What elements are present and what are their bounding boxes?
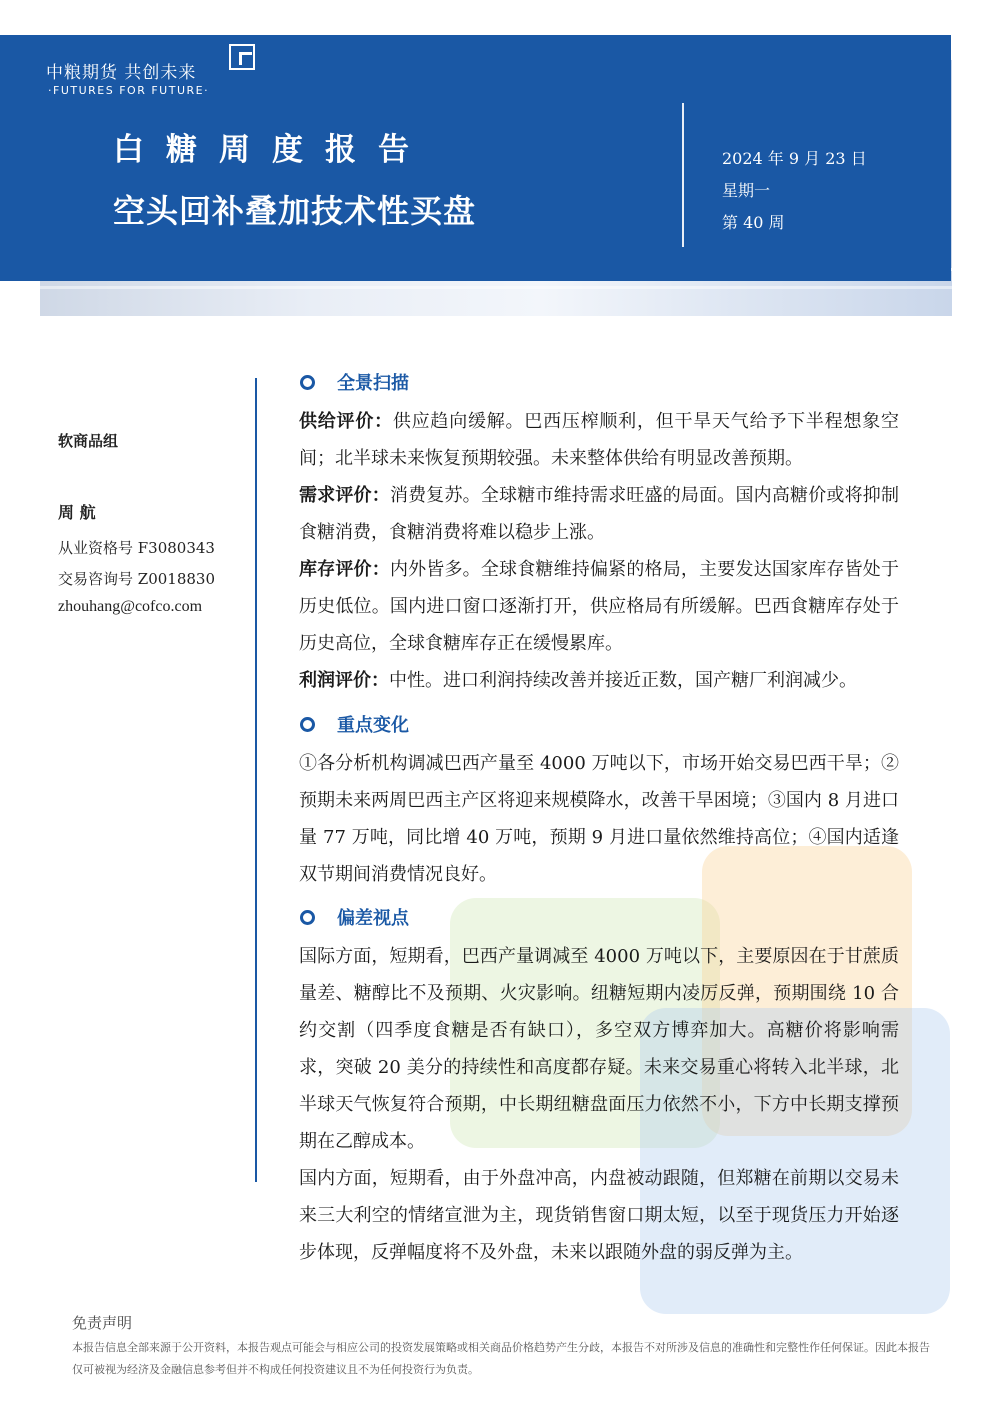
disclaimer-text: 本报告信息全部来源于公开资料，本报告观点可能会与相应公司的投资发展策略或相关商品价格趋势产生分歧，本报告不对所涉及信息的准确性和完整性作任何保证。因此本报告仅可被视为经济及金融信息参考但并不构成任何投资建议且不为任何投资行为负责。	[72, 1341, 930, 1376]
analyst-name: 周 航	[58, 503, 96, 522]
supply-text: 供应趋向缓解。巴西压榨顺利，但干旱天气给予下半程想象空间；北半球未来恢复预期较强。未来整体供给有明显改善预期。	[299, 411, 900, 469]
company-slogan: ·FUTURES FOR FUTURE·	[48, 84, 210, 97]
demand-text: 消费复苏。全球糖市维持需求旺盛的局面。国内高糖价或将抑制食糖消费，食糖消费将难以稳步上涨。	[299, 485, 899, 543]
section-overview-heading	[300, 369, 409, 395]
supply-label: 供给评价：	[299, 411, 393, 432]
inventory-label: 库存评价：	[299, 559, 390, 580]
circle-bullet-icon	[300, 910, 315, 925]
profit-evaluation	[299, 662, 899, 699]
section-label: 重点变化	[337, 715, 409, 736]
bias-domestic: 国内方面，短期看，由于外盘冲高，内盘被动跟随，但郑糖在前期以交易未来三大利空的情绪宣泄为主，现货销售窗口期太短，以至于现货压力开始逐步体现，反弹幅度将不及外盘，未来以跟随外盘的弱反弹为主。	[299, 1168, 899, 1263]
profit-label: 利润评价：	[299, 670, 389, 691]
circle-bullet-icon	[300, 375, 315, 390]
section-changes-heading	[300, 711, 409, 737]
section-bias-heading	[300, 904, 409, 930]
section-label: 全景扫描	[337, 373, 409, 394]
report-subtitle: 空头回补叠加技术性买盘	[113, 192, 477, 230]
report-date: 2024 年 9 月 23 日	[722, 149, 867, 168]
company-logo-text: 中粮期货 共创未来	[46, 63, 197, 83]
bias-international: 国际方面，短期看，巴西产量调减至 4000 万吨以下，主要原因在于甘蔗质量差、糖醇比不及预期、火灾影响。纽糖短期内凌厉反弹，预期围绕 10 合约交割（四季度食糖是否有缺口），多空双方博弈加大。高糖价将影响需求，突破 20 美分的持续性和高度都存疑。未来交易重心将转入北半球，北半球天气恢复符合预期，中长期纽糖盘面压力依然不小，下方中长期支撑预期在乙醇成本。	[299, 946, 899, 1152]
header-divider	[682, 103, 684, 247]
logo-icon	[229, 44, 255, 70]
report-weekday: 星期一	[722, 181, 771, 200]
changes-body: ①各分析机构调减巴西产量至 4000 万吨以下，市场开始交易巴西干旱；②预期未来两周巴西主产区将迎来规模降水，改善干旱困境；③国内 8 月进口量 77 万吨，同比增 40 万吨，预期 9 月进口量依然维持高位；④国内适逢双节期间消费情况良好。	[299, 753, 899, 885]
qualification-number: 从业资格号 F3080343	[58, 539, 215, 557]
inventory-evaluation	[299, 551, 899, 662]
supply-evaluation	[299, 403, 899, 477]
report-week: 第 40 周	[722, 213, 785, 232]
demand-evaluation	[299, 477, 899, 551]
profit-text: 中性。进口利润持续改善并接近正数，国产糖厂利润减少。	[389, 670, 857, 691]
section-label: 偏差视点	[337, 908, 409, 929]
sidebar-divider	[255, 378, 257, 1182]
analyst-email[interactable]: zhouhang@cofco.com	[58, 598, 203, 615]
consulting-number: 交易咨询号 Z0018830	[58, 570, 215, 588]
inventory-text: 内外皆多。全球食糖维持偏紧的格局，主要发达国家库存皆处于历史低位。国内进口窗口逐渐打开，供应格局有所缓解。巴西食糖库存处于历史高位，全球食糖库存正在缓慢累库。	[299, 559, 899, 654]
team-name: 软商品组	[58, 432, 119, 450]
demand-label: 需求评价：	[299, 485, 390, 506]
bias-body	[299, 938, 899, 1271]
circle-bullet-icon	[300, 717, 315, 732]
report-title: 白糖周度报告	[113, 132, 431, 168]
overview-body	[299, 403, 899, 699]
disclaimer-title: 免责声明	[72, 1314, 133, 1332]
